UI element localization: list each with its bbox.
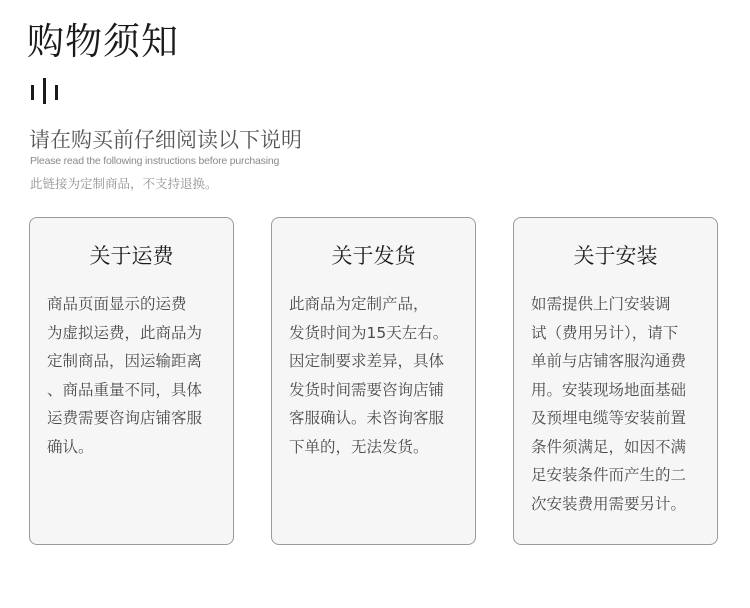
card-line: 如需提供上门安装调 xyxy=(531,295,671,313)
card-line: 单前与店铺客服沟通费 xyxy=(531,352,687,370)
card-line: 用。安装现场地面基础 xyxy=(531,380,687,399)
installation-card xyxy=(513,217,718,545)
card-line: 下单的，无法发货。 xyxy=(289,437,429,456)
card-line: 试（费用另计），请下 xyxy=(531,323,679,342)
card-line: 商品页面显示的运费 xyxy=(47,295,187,313)
subtitle-english: Please read the following instructions before purchasing xyxy=(30,155,280,167)
card-title: 关于运费 xyxy=(89,244,174,268)
card-line: 运费需要咨询店铺客服 xyxy=(47,409,203,427)
card-line: 发货时间需要咨询店铺 xyxy=(289,380,445,399)
custom-product-notice: 此链接为定制商品，不支持退换。 xyxy=(30,176,218,191)
card-line: 客服确认。未咨询客服 xyxy=(289,409,445,427)
shipping-fee-card xyxy=(29,217,234,545)
card-line: 、商品重量不同，具体 xyxy=(47,380,203,399)
card-line: 此商品为定制产品， xyxy=(289,295,429,313)
card-body xyxy=(47,290,223,461)
card-line: 条件须满足，如因不满 xyxy=(531,437,687,456)
card-line: 及预埋电缆等安装前置 xyxy=(531,409,687,427)
card-body xyxy=(531,290,707,518)
card-line: 确认。 xyxy=(47,437,94,456)
card-line: 发货时间为15天左右。 xyxy=(289,323,449,342)
page-title: 购物须知 xyxy=(27,20,179,63)
card-title: 关于发货 xyxy=(331,244,416,268)
subtitle: 请在购买前仔细阅读以下说明 xyxy=(29,128,302,152)
card-body xyxy=(289,290,465,461)
vertical-bars-icon xyxy=(30,76,62,106)
card-title: 关于安装 xyxy=(573,244,658,268)
card-line: 定制商品，因运输距离 xyxy=(47,352,203,370)
card-line: 足安装条件而产生的二 xyxy=(531,466,687,484)
card-line: 次安装费用需要另计。 xyxy=(531,494,687,513)
card-line: 因定制要求差异，具体 xyxy=(289,352,445,370)
card-line: 为虚拟运费，此商品为 xyxy=(47,323,203,342)
delivery-card xyxy=(271,217,476,545)
